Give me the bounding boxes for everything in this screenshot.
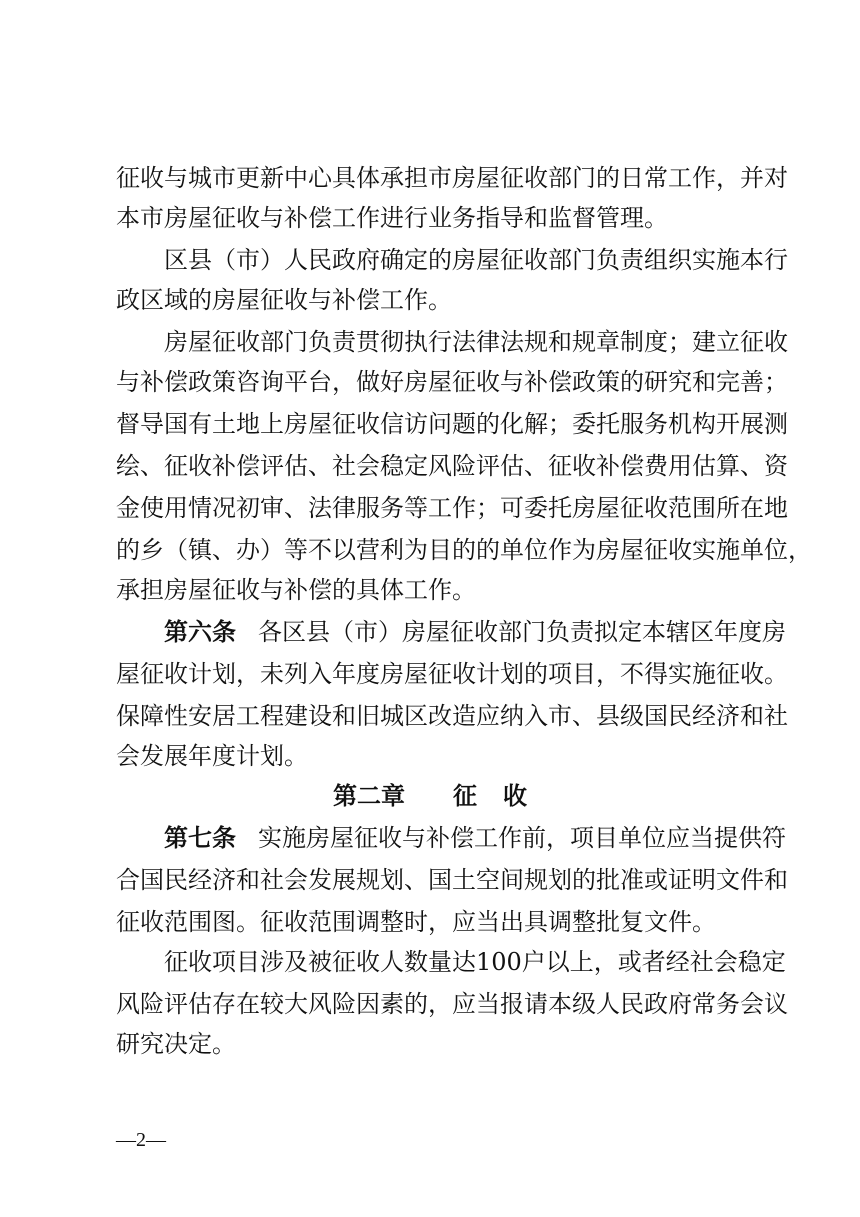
paragraph-line: 本市房屋征收与补偿工作进行业务指导和监督管理。	[116, 204, 668, 232]
paragraph-line: 征收项目涉及被征收人数量达100户以上，或者经社会稳定	[164, 948, 786, 976]
page-number: —2—	[116, 1129, 166, 1151]
chapter-heading	[0, 776, 860, 816]
paragraph-line: 绘、征收补偿评估、社会稳定风险评估、征收补偿费用估算、资	[116, 452, 788, 480]
article-six-first-line	[116, 612, 786, 652]
paragraph-line: 房屋征收部门负责贯彻执行法律法规和规章制度；建立征收	[164, 328, 788, 356]
article-seven-first-line	[116, 818, 786, 858]
paragraph-line: 保障性安居工程建设和旧城区改造应纳入市、县级国民经济和社	[116, 702, 788, 730]
paragraph-line: 的乡（镇、办）等不以营利为目的的单位作为房屋征收实施单位，	[116, 536, 812, 564]
paragraph-line: 承担房屋征收与补偿的具体工作。	[116, 576, 476, 604]
article-seven-label: 第七条	[164, 824, 236, 852]
paragraph-line: 合国民经济和社会发展规划、国土空间规划的批准或证明文件和	[116, 866, 788, 894]
chapter-number: 第二章	[333, 782, 405, 810]
paragraph-line: 征收与城市更新中心具体承担市房屋征收部门的日常工作，并对	[116, 164, 788, 192]
paragraph-line: 风险评估存在较大风险因素的，应当报请本级人民政府常务会议	[116, 990, 788, 1018]
paragraph-line: 各区县（市）房屋征收部门负责拟定本辖区年度房	[258, 618, 786, 646]
article-six-label: 第六条	[164, 618, 236, 646]
paragraph-line: 政区域的房屋征收与补偿工作。	[116, 286, 452, 314]
paragraph-line: 督导国有土地上房屋征收信访问题的化解；委托服务机构开展测	[116, 410, 788, 438]
paragraph-line: 与补偿政策咨询平台，做好房屋征收与补偿政策的研究和完善；	[116, 368, 788, 396]
paragraph-line: 屋征收计划，未列入年度房屋征收计划的项目，不得实施征收。	[116, 660, 788, 688]
paragraph-line: 征收范围图。征收范围调整时，应当出具调整批复文件。	[116, 908, 716, 936]
chapter-title-char: 征	[453, 782, 477, 810]
paragraph-line: 实施房屋征收与补偿工作前，项目单位应当提供符	[258, 824, 786, 852]
chapter-title-char: 收	[503, 782, 527, 810]
paragraph-line: 研究决定。	[116, 1030, 236, 1058]
paragraph-line: 区县（市）人民政府确定的房屋征收部门负责组织实施本行	[164, 246, 788, 274]
paragraph-line: 会发展年度计划。	[116, 742, 308, 770]
paragraph-line: 金使用情况初审、法律服务等工作；可委托房屋征收范围所在地	[116, 494, 788, 522]
